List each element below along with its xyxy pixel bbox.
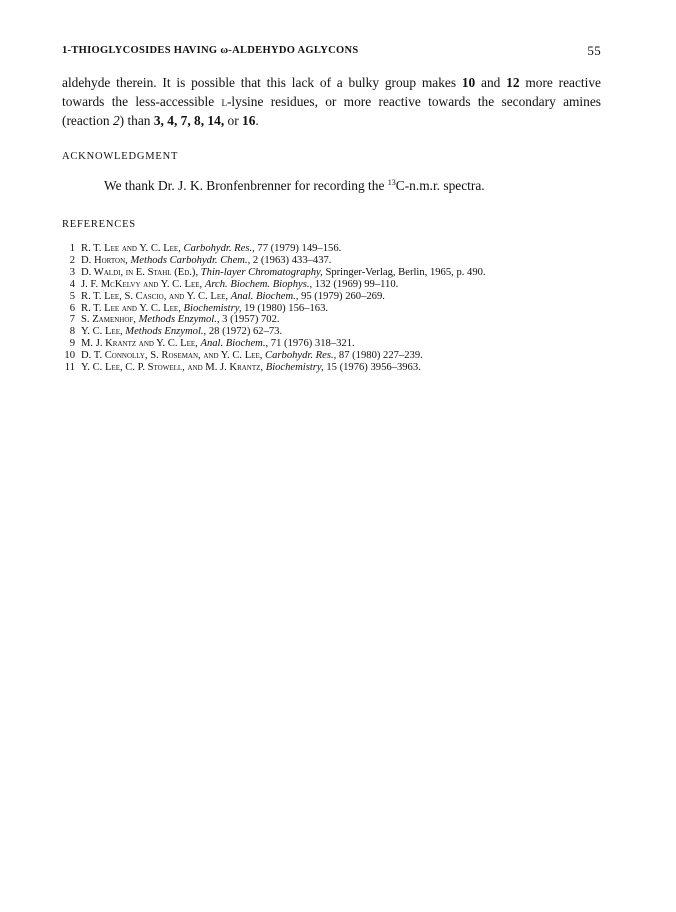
reference-authors: R. T. Lee and Y. C. Lee, — [81, 302, 181, 314]
running-header — [62, 45, 601, 61]
reference-authors: R. T. Lee, S. Cascio, and Y. C. Lee, — [81, 290, 229, 302]
reference-authors: D. Horton, — [81, 254, 128, 266]
reference-number: 8 — [69, 326, 75, 338]
reference-journal: Biochemistry, — [183, 302, 242, 314]
reaction-ref: 2 — [112, 113, 120, 128]
reference-number: 2 — [69, 254, 75, 266]
compound-ref: 3, 4, 7, 8, 14, — [153, 113, 225, 128]
acknowledgment-text — [104, 178, 485, 194]
reference-details: Springer-Verlag, Berlin, 1965, p. 490. — [325, 266, 486, 278]
reference-number: 5 — [69, 290, 75, 302]
body-text-segment: more reactive towards the less-accessible — [62, 75, 601, 109]
page-number: 55 — [587, 43, 601, 58]
body-text-segment: ) than — [119, 113, 154, 128]
reference-item — [62, 350, 601, 362]
reference-authors: D. T. Connolly, S. Roseman, and Y. C. Lee, — [81, 350, 263, 362]
reference-authors: Y. C. Lee, — [81, 326, 123, 338]
reference-item — [62, 267, 601, 279]
reference-item — [62, 314, 601, 326]
reference-authors: M. J. Krantz and Y. C. Lee, — [81, 338, 198, 350]
reference-authors: Y. C. Lee, C. P. Stowell, and M. J. Krantz, — [81, 362, 264, 374]
reference-list — [62, 243, 601, 374]
reference-journal: Methods Carbohydr. Chem., — [130, 254, 251, 266]
stereo-descriptor: l — [221, 94, 227, 109]
body-text-segment: aldehyde therein. It is possible that this lack of a bulky group makes — [62, 75, 462, 90]
reference-item — [62, 279, 601, 291]
reference-item — [62, 303, 601, 315]
reference-journal: Methods Enzymol., — [138, 314, 220, 326]
compound-ref: 12 — [506, 75, 520, 90]
reference-authors: S. Zamenhof, — [81, 314, 136, 326]
reference-journal: Methods Enzymol., — [125, 326, 207, 338]
reference-details: 87 (1980) 227–239. — [338, 350, 423, 362]
reference-number: 10 — [64, 350, 75, 362]
isotope-superscript: 13 — [387, 178, 396, 187]
reference-item — [62, 291, 601, 303]
reference-journal: Arch. Biochem. Biophys., — [204, 278, 313, 290]
ack-text-segment: C-n.m.r. spectra. — [395, 178, 485, 193]
running-title: 1-THIOGLYCOSIDES HAVING ω-ALDEHYDO AGLYCONS — [62, 45, 359, 56]
reference-details: 71 (1976) 318–321. — [270, 338, 355, 350]
body-text-segment: and — [475, 75, 507, 90]
reference-details: 28 (1972) 62–73. — [208, 326, 283, 338]
reference-journal: Carbohydr. Res., — [265, 350, 337, 362]
compound-ref: 16 — [242, 113, 256, 128]
reference-details: 132 (1969) 99–110. — [314, 278, 399, 290]
reference-number: 4 — [69, 278, 75, 290]
reference-item — [62, 326, 601, 338]
reference-number: 9 — [69, 338, 75, 350]
references-heading: REFERENCES — [62, 219, 136, 230]
reference-details: 15 (1976) 3956–3963. — [326, 362, 421, 374]
reference-journal: Biochemistry, — [265, 362, 324, 374]
reference-details: 77 (1979) 149–156. — [257, 243, 342, 254]
reference-details: 95 (1979) 260–269. — [301, 290, 385, 302]
reference-journal: Thin-layer Chromatography, — [200, 266, 323, 278]
reference-journal: Anal. Biochem., — [230, 290, 299, 302]
reference-item — [62, 243, 601, 255]
reference-item — [62, 255, 601, 267]
reference-number: 11 — [64, 362, 75, 374]
reference-authors: R. T. Lee and Y. C. Lee, — [81, 243, 181, 254]
body-text-segment: . — [255, 113, 259, 128]
reference-number: 3 — [69, 266, 75, 278]
ack-text-segment: We thank Dr. J. K. Bronfenbrenner for recording the — [104, 178, 388, 193]
reference-journal: Carbohydr. Res., — [183, 243, 255, 254]
body-text-segment: or — [224, 113, 243, 128]
reference-item — [62, 362, 601, 374]
reference-number: 1 — [69, 243, 75, 254]
reference-details: 19 (1980) 156–163. — [244, 302, 329, 314]
body-paragraph — [62, 73, 601, 130]
reference-number: 7 — [69, 314, 75, 326]
reference-details: 2 (1963) 433–437. — [252, 254, 332, 266]
reference-authors: D. Waldi, in E. Stahl (Ed.), — [81, 266, 199, 278]
compound-ref: 10 — [461, 75, 476, 90]
reference-number: 6 — [69, 302, 75, 314]
reference-journal: Anal. Biochem., — [200, 338, 269, 350]
acknowledgment-heading: ACKNOWLEDGMENT — [62, 151, 179, 162]
reference-details: 3 (1957) 702. — [222, 314, 280, 326]
body-text-segment: -lysine residues, or more reactive towards the secondary amines (reaction — [62, 94, 601, 128]
reference-authors: J. F. McKelvy and Y. C. Lee, — [81, 278, 203, 290]
reference-item — [62, 338, 601, 350]
